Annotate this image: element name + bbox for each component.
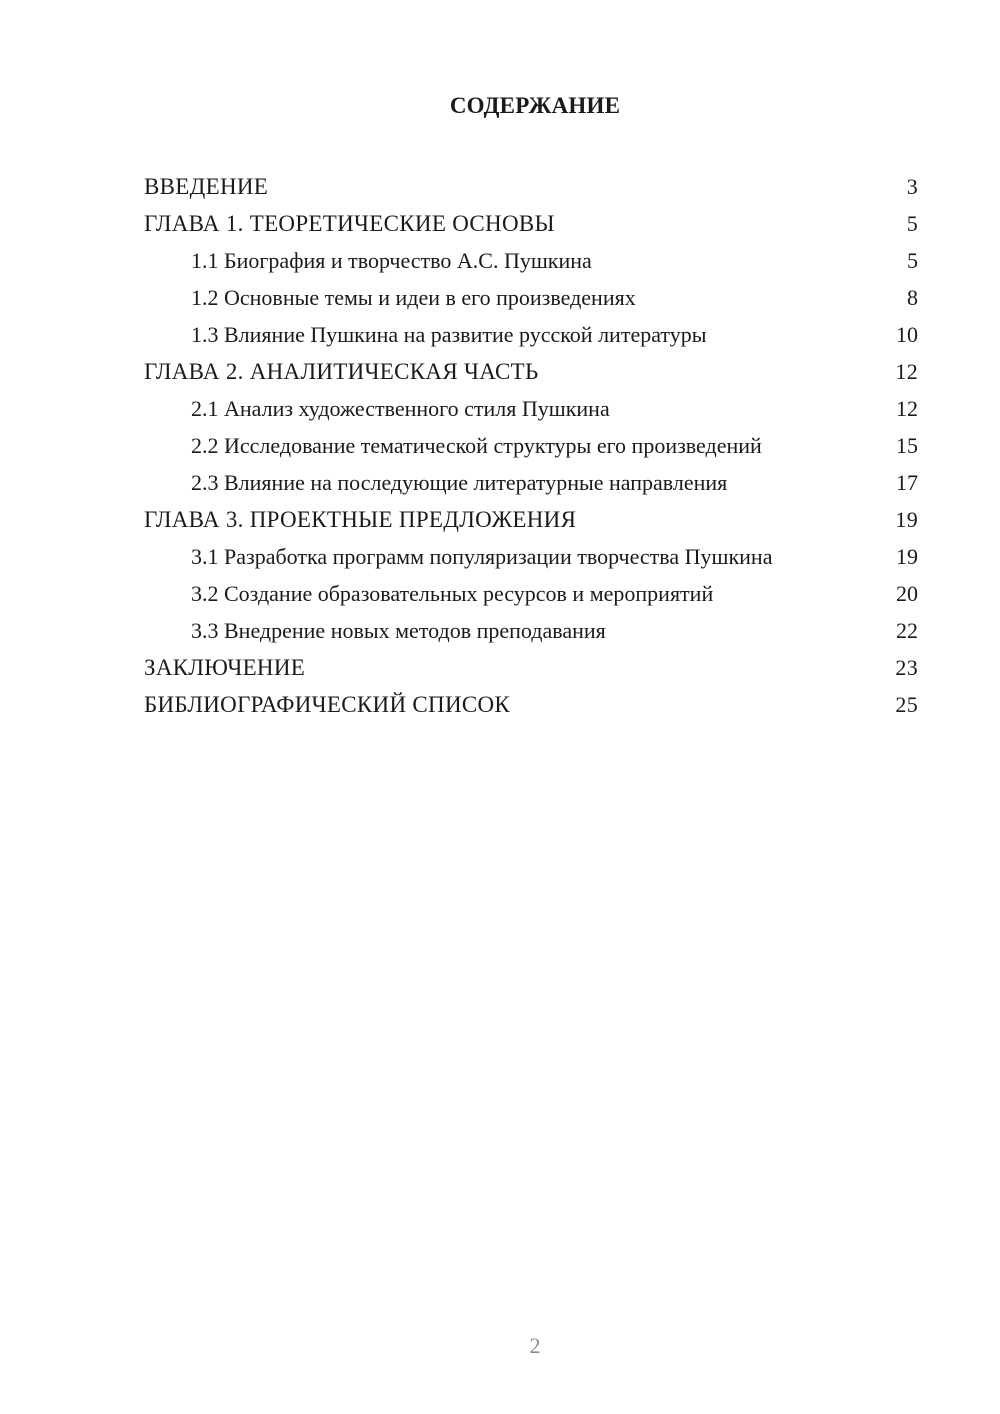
toc-entry-text: 2.1 Анализ художественного стиля Пушкина (191, 396, 610, 421)
toc-entry-text: БИБЛИОГРАФИЧЕСКИЙ СПИСОК (144, 692, 511, 717)
toc-entry-text: 1.1 Биография и творчество А.С. Пушкина (191, 248, 592, 273)
toc-entry-text: 3.1 Разработка программ популяризации творчества Пушкина (191, 544, 773, 569)
toc-entry-text: 3.3 Внедрение новых методов преподавания (191, 618, 606, 643)
toc-entry-page: 5 (906, 211, 918, 236)
toc-entry-section-2-1[interactable] (144, 390, 918, 427)
toc-entry-page: 8 (907, 285, 918, 310)
toc-entry-section-3-1[interactable] (144, 538, 918, 575)
toc-entry-chapter-1[interactable] (144, 205, 918, 242)
toc-entry-bibliography[interactable] (144, 686, 918, 723)
toc-entry-section-1-1[interactable] (144, 242, 918, 279)
toc-entry-conclusion[interactable] (144, 649, 918, 686)
toc-entry-section-2-3[interactable] (144, 464, 918, 501)
table-of-contents (144, 168, 918, 723)
toc-entry-text: ЗАКЛЮЧЕНИЕ (144, 655, 306, 680)
toc-entry-page: 10 (896, 322, 918, 347)
toc-entry-page: 22 (896, 618, 918, 643)
toc-entry-text: ВВЕДЕНИЕ (144, 174, 269, 199)
toc-entry-page: 3 (906, 174, 918, 199)
toc-entry-page: 19 (896, 544, 918, 569)
toc-entry-section-3-3[interactable] (144, 612, 918, 649)
toc-entry-text: ГЛАВА 2. АНАЛИТИЧЕСКАЯ ЧАСТЬ (144, 359, 539, 384)
toc-entry-introduction[interactable] (144, 168, 918, 205)
toc-entry-section-3-2[interactable] (144, 575, 918, 612)
toc-entry-chapter-2[interactable] (144, 353, 918, 390)
toc-entry-text: 1.2 Основные темы и идеи в его произведениях (191, 285, 636, 310)
toc-entry-chapter-3[interactable] (144, 501, 918, 538)
toc-entry-page: 20 (896, 581, 918, 606)
page-title: СОДЕРЖАНИЕ (449, 93, 621, 118)
toc-entry-text: 2.3 Влияние на последующие литературные направления (191, 470, 728, 495)
toc-entry-page: 23 (895, 655, 918, 680)
toc-entry-section-1-2[interactable] (144, 279, 918, 316)
toc-entry-text: ГЛАВА 1. ТЕОРЕТИЧЕСКИЕ ОСНОВЫ (144, 211, 555, 236)
toc-entry-page: 15 (896, 433, 918, 458)
toc-entry-page: 19 (895, 507, 918, 532)
toc-entry-page: 25 (895, 692, 918, 717)
toc-entry-section-1-3[interactable] (144, 316, 918, 353)
toc-entry-text: 2.2 Исследование тематической структуры его произведений (191, 433, 762, 458)
toc-entry-page: 17 (896, 470, 918, 495)
toc-entry-page: 12 (895, 359, 918, 384)
toc-entry-page: 12 (896, 396, 918, 421)
toc-entry-page: 5 (907, 248, 918, 273)
page-number: 2 (529, 1333, 541, 1358)
toc-entry-text: 3.2 Создание образовательных ресурсов и мероприятий (191, 581, 714, 606)
toc-entry-text: ГЛАВА 3. ПРОЕКТНЫЕ ПРЕДЛОЖЕНИЯ (144, 507, 577, 532)
toc-entry-section-2-2[interactable] (144, 427, 918, 464)
toc-entry-text: 1.3 Влияние Пушкина на развитие русской литературы (191, 322, 707, 347)
